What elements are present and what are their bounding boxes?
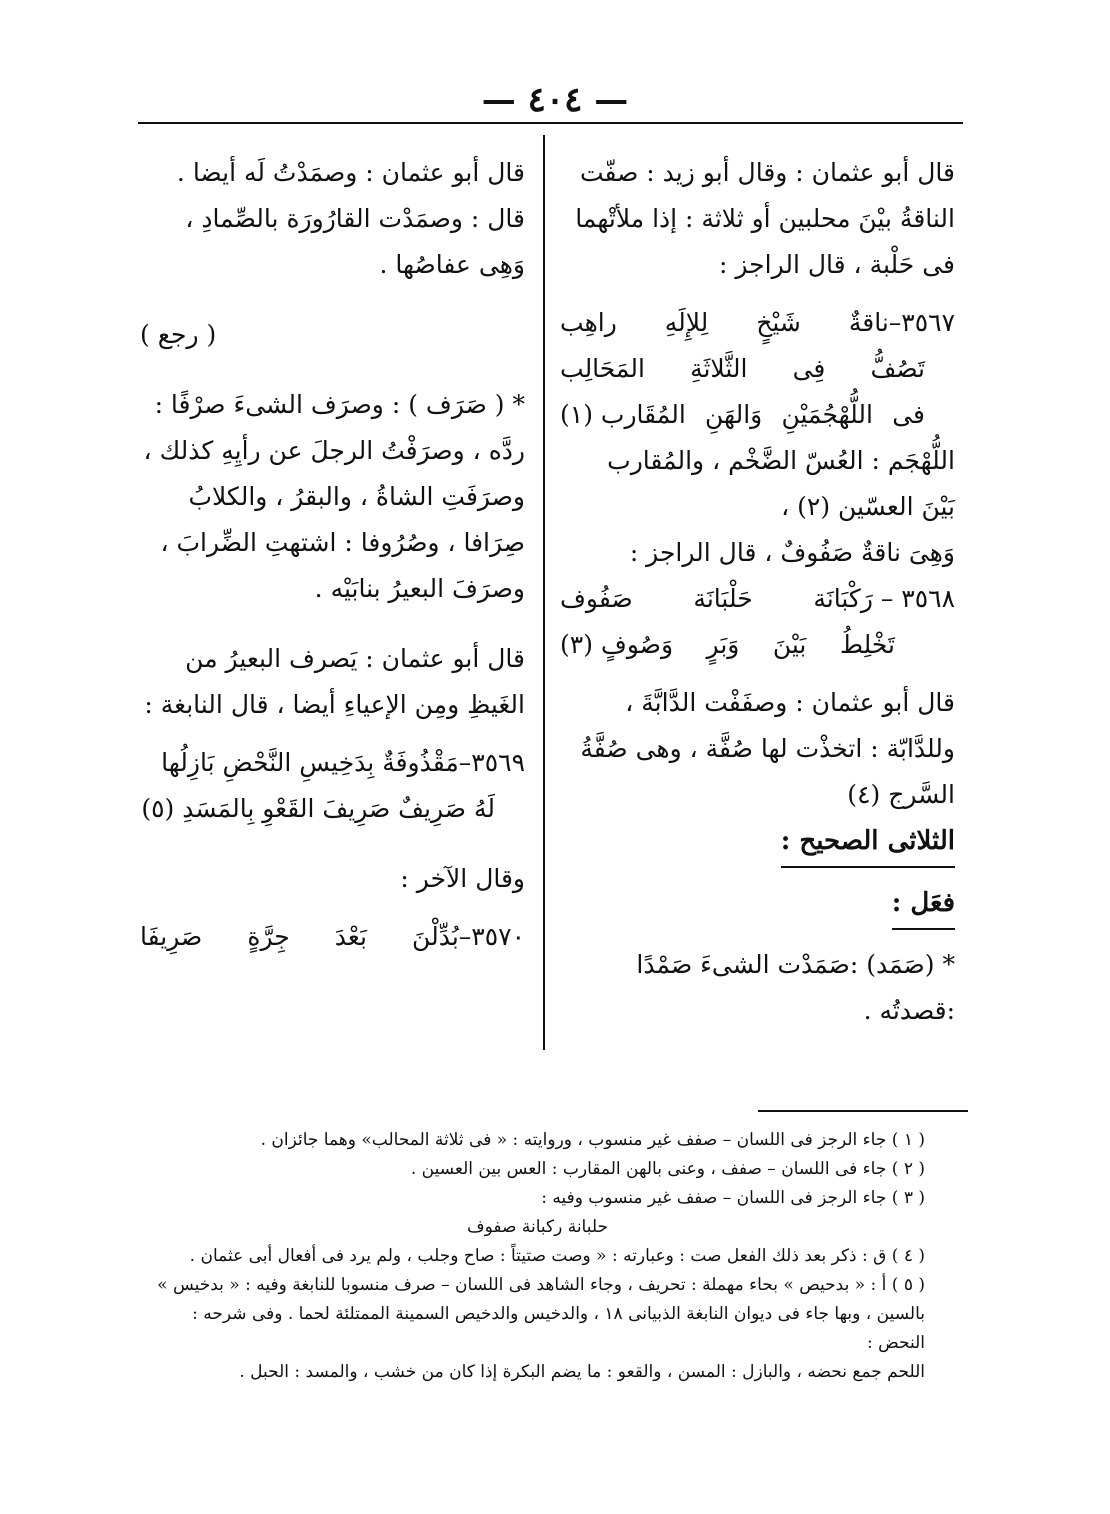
right-column bbox=[560, 150, 955, 1034]
text-line: وصرَفَتِ الشاةُ ، والبقرُ ، والكلابُ bbox=[188, 482, 525, 511]
text-line: فى حَلْبة ، قال الراجز : bbox=[719, 250, 955, 279]
verse-word: المَحَالِب bbox=[560, 354, 645, 383]
verse-word: لِلإِلَهِ bbox=[664, 308, 709, 337]
verse-3569-line-1: ٣٥٦٩–مَقْذُوفَةٌ بِدَخِيسِ النَّحْضِ بَازِلُها bbox=[161, 748, 525, 777]
verse-3569-line-2: لَهُ صَرِيفٌ صَرِيفَ القَعْوِ بِالمَسَدِ (٥) bbox=[141, 794, 495, 823]
verse-word: وَصُوفٍ (٣) bbox=[560, 630, 674, 659]
left-column bbox=[140, 150, 525, 960]
verse-word: تَصُفُّ bbox=[870, 354, 925, 383]
verse-word: بَعْدَ bbox=[334, 922, 367, 951]
verse-word: فِى bbox=[792, 354, 826, 383]
verse-word: صَفُوف bbox=[560, 584, 633, 613]
verse-3568-line-2 bbox=[560, 622, 955, 668]
verse-word: ٣٥٧٠–بُدِّلْنَ bbox=[412, 922, 525, 951]
text-line: وَهِى عفاصُها . bbox=[379, 250, 525, 279]
verse-word: جِرَّةٍ bbox=[247, 922, 290, 951]
footnote: ( ٤ ) ق : ذكر بعد ذلك الفعل صت : وعبارته : « وصت صتيتاً : صاح وجلب ، ولم يرد فى أفعال أبى عثمان . bbox=[189, 1246, 925, 1266]
text-line: الغَيظِ ومِن الإعياءِ أيضا ، قال النابغة : bbox=[144, 690, 525, 719]
verse-word: اللُّهْجُمَيْنِ bbox=[781, 400, 873, 429]
footnote: ( ٢ ) جاء فى اللسان – صفف ، وعنى بالهن المقارب : العس بين العسين . bbox=[410, 1159, 925, 1179]
section-heading-verb bbox=[560, 880, 955, 930]
heading-text: الثلاثى الصحيح : bbox=[781, 818, 955, 868]
column-divider bbox=[543, 135, 545, 1050]
header-rule bbox=[138, 122, 963, 124]
verse-word: حَلْبَانَة bbox=[693, 584, 753, 613]
footnote-continuation: بالسين ، وبها جاء فى ديوان النابغة الذبيانى ١٨ ، والدخيس والدخيص السمينة الممتلئة لحما . وفى شرحه : النحض : bbox=[192, 1304, 925, 1353]
text-line: وقال الآخر : bbox=[400, 864, 525, 893]
heading-text: فعَل : bbox=[892, 880, 955, 930]
verse-word: وَالهَنِ bbox=[705, 400, 763, 429]
section-heading-trilateral bbox=[560, 818, 955, 868]
section-title: ( رجع ) bbox=[140, 320, 217, 349]
footnote-rule bbox=[758, 1110, 968, 1112]
text-line: * ( صَرَف ) : وصرَف الشىءَ صرْفًا : bbox=[154, 390, 525, 419]
verse-word: بَيْنَ bbox=[772, 630, 807, 659]
text-line: السَّرج (٤) bbox=[847, 780, 955, 809]
text-line: صِرَافا ، وصُرُوفا : اشتهتِ الضِّرابَ ، bbox=[160, 528, 525, 557]
verse-3567-line-3 bbox=[560, 392, 955, 438]
verse-word: وَبَرٍ bbox=[706, 630, 740, 659]
text-line: وَهِىَ ناقةٌ صَفُوفٌ ، قال الراجز : bbox=[629, 538, 955, 567]
footnote: ( ١ ) جاء الرجز فى اللسان – صفف غير منسوب ، وروايته : « فى ثلاثة المحالب» وهما جائزان . bbox=[260, 1130, 925, 1150]
verse-word: ٣٥٦٧–ناقةٌ bbox=[848, 308, 955, 337]
verse-3570 bbox=[140, 914, 525, 960]
text-line: قال : وصمَدْت القارُورَة بالصِّمادِ ، bbox=[185, 204, 525, 233]
text-line: بَيْنَ العسّين (٢) ، bbox=[781, 492, 955, 521]
text-line: ردَّه ، وصرَفْتُ الرجلَ عن رأيِهِ كذلك ، bbox=[143, 436, 525, 465]
verse-3567-line-1 bbox=[560, 300, 955, 346]
text-line: * (صَمَد) :صَمَدْت الشىءَ صَمْدًا :قصدتُه . bbox=[636, 950, 955, 1025]
footnote-continuation: اللحم جمع نحضه ، والبازل : المسن ، والقعو : ما يضم البكرة إذا كان من خشب ، والمسد : الحبل . bbox=[239, 1362, 925, 1382]
text-line: قال أبو عثمان : وصمَدْتُ لَه أيضا . bbox=[176, 158, 525, 187]
footnote: ( ٥ ) أ : « بدحيص » بحاء مهملة : تحريف ، وجاء الشاهد فى اللسان – صرف منسوبا للنابغة وفيه : « بدخيس » bbox=[157, 1275, 925, 1295]
text-line: قال أبو عثمان : يَصرف البعيرُ من bbox=[185, 644, 525, 673]
verse-word: تَخْلِطُ bbox=[839, 630, 895, 659]
footnotes bbox=[150, 1126, 925, 1387]
footnote-verse: حلبانة ركبانة صفوف bbox=[467, 1217, 608, 1237]
verse-word: ٣٥٦٨ – رَكْبَانَة bbox=[813, 584, 955, 613]
verse-word: المُقَارب (١) bbox=[560, 400, 686, 429]
text-line: وصرَفَ البعيرُ بنابَيْه . bbox=[314, 574, 525, 603]
text-line: قال أبو عثمان : وصفَفْت الدَّابَّةَ ، bbox=[625, 688, 955, 717]
footnote: ( ٣ ) جاء الرجز فى اللسان – صفف غير منسوب وفيه : bbox=[541, 1188, 925, 1208]
verse-word: الثَّلاثَةِ bbox=[690, 354, 748, 383]
verse-3568-line-1 bbox=[560, 576, 955, 622]
text-line: وللدَّابّة : اتخذْت لها صُفَّة ، وهى صُفَّةُ bbox=[580, 734, 955, 763]
page-number: — ٤٠٤ — bbox=[481, 80, 629, 120]
text-line: اللُّهْجَم : العُسّ الضَّخْم ، والمُقارب bbox=[607, 446, 955, 475]
verse-word: صَرِيفَا bbox=[140, 922, 203, 951]
verse-3567-line-2 bbox=[560, 346, 955, 392]
text-line: الناقةُ بيْنَ محلبين أو ثلاثة : إذا ملأتْهما bbox=[575, 204, 955, 233]
verse-word: شَيْخٍ bbox=[756, 308, 801, 337]
verse-word: فى bbox=[892, 400, 925, 429]
verse-word: راهِب bbox=[560, 308, 617, 337]
text-line: قال أبو عثمان : وقال أبو زيد : صفّت bbox=[579, 158, 955, 187]
